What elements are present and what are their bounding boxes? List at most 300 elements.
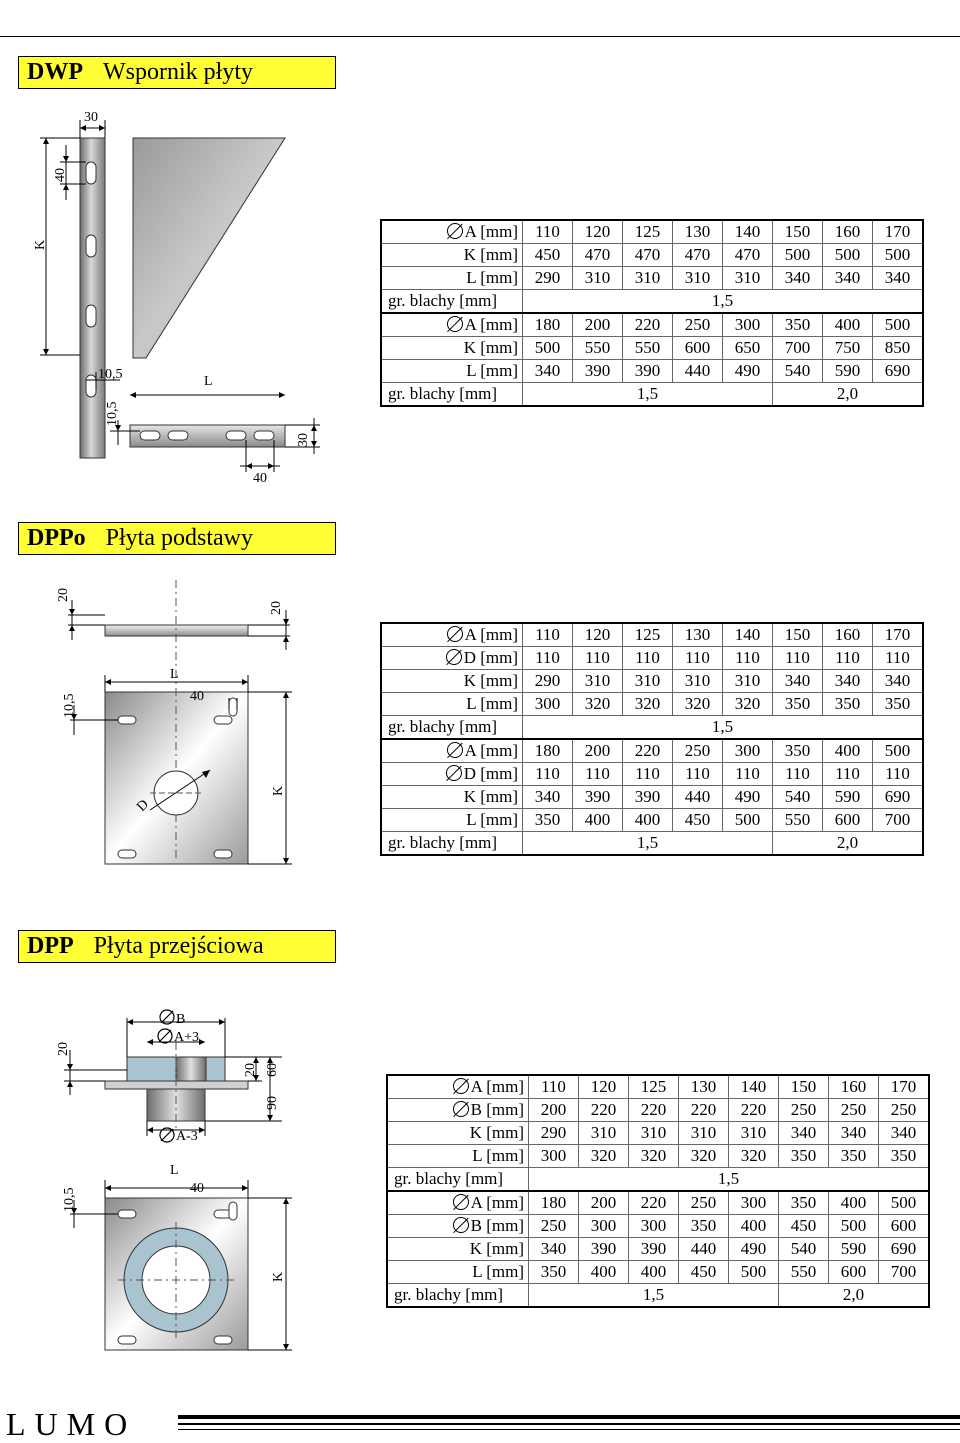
spec-cell: 470 — [723, 244, 773, 267]
spec-cell: 390 — [573, 786, 623, 809]
spec-cell: 440 — [673, 786, 723, 809]
spec-cell: 130 — [673, 623, 723, 647]
section-title-dpp — [18, 930, 336, 963]
spec-cell: 470 — [573, 244, 623, 267]
spec-row — [387, 1261, 929, 1284]
diameter-icon — [453, 1101, 469, 1117]
spec-cell: 500 — [873, 739, 924, 763]
spec-cell: 600 — [673, 337, 723, 360]
spec-row — [381, 337, 923, 360]
dpp-spec-table — [386, 1074, 930, 1308]
spec-cell: 320 — [579, 1145, 629, 1168]
spec-cell: 170 — [879, 1075, 930, 1099]
spec-cell: 350 — [779, 1145, 829, 1168]
spec-row-label: B [mm] — [387, 1215, 529, 1238]
spec-row-label: L [mm] — [381, 360, 523, 383]
spec-cell: 200 — [573, 739, 623, 763]
spec-cell: 300 — [523, 693, 573, 716]
section-code: DPP — [27, 933, 74, 959]
spec-cell: 140 — [723, 220, 773, 244]
spec-cell: 300 — [723, 313, 773, 337]
spec-cell: 120 — [573, 220, 623, 244]
spec-row — [381, 623, 923, 647]
spec-cell: 310 — [673, 267, 723, 290]
top-rule — [0, 36, 960, 37]
spec-cell: 125 — [623, 623, 673, 647]
spec-row-label: A [mm] — [381, 313, 523, 337]
dim-30-top: 30 — [84, 110, 98, 125]
spec-cell: 550 — [623, 337, 673, 360]
spec-cell: 250 — [879, 1099, 930, 1122]
thickness-value: 1,5 — [523, 832, 773, 856]
spec-cell: 500 — [823, 244, 873, 267]
spec-row-label: A [mm] — [381, 623, 523, 647]
spec-row-label: L [mm] — [381, 693, 523, 716]
thickness-label: gr. blachy [mm] — [387, 1284, 529, 1308]
spec-row-thickness — [381, 290, 923, 314]
section-title-dppo — [18, 522, 336, 555]
dim-30-right: 30 — [296, 433, 311, 447]
thickness-value: 1,5 — [523, 716, 924, 740]
diameter-icon — [447, 223, 463, 239]
thickness-value: 2,0 — [773, 832, 924, 856]
spec-cell: 300 — [529, 1145, 579, 1168]
spec-cell: 150 — [779, 1075, 829, 1099]
dim-10-5: 10,5 — [62, 693, 77, 718]
spec-cell: 220 — [623, 313, 673, 337]
spec-row-label: K [mm] — [387, 1122, 529, 1145]
spec-row-thickness — [381, 832, 923, 856]
spec-cell: 400 — [823, 313, 873, 337]
dpp-collar-top — [176, 1057, 206, 1081]
spec-row-label: K [mm] — [381, 786, 523, 809]
spec-cell: 310 — [573, 670, 623, 693]
spec-cell: 200 — [573, 313, 623, 337]
spec-cell: 110 — [723, 647, 773, 670]
thickness-value: 2,0 — [779, 1284, 930, 1308]
spec-cell: 590 — [829, 1238, 879, 1261]
spec-cell: 320 — [673, 693, 723, 716]
spec-cell: 500 — [873, 313, 924, 337]
dim-d: D — [134, 797, 152, 815]
spec-cell: 160 — [823, 623, 873, 647]
spec-cell: 110 — [673, 647, 723, 670]
spec-cell: 180 — [529, 1191, 579, 1215]
spec-cell: 540 — [779, 1238, 829, 1261]
spec-cell: 250 — [779, 1099, 829, 1122]
spec-row — [387, 1238, 929, 1261]
spec-cell: 350 — [823, 693, 873, 716]
spec-row-label: D [mm] — [381, 647, 523, 670]
spec-cell: 700 — [773, 337, 823, 360]
section-name: Płyta przejściowa — [93, 933, 264, 959]
spec-cell: 500 — [773, 244, 823, 267]
spec-cell: 200 — [529, 1099, 579, 1122]
dim-40: 40 — [190, 689, 204, 704]
section-name: Wspornik płyty — [103, 59, 253, 85]
spec-row — [387, 1215, 929, 1238]
spec-cell: 110 — [873, 763, 924, 786]
spec-cell: 340 — [773, 267, 823, 290]
dppo-spec-table — [380, 622, 924, 856]
spec-cell: 310 — [673, 670, 723, 693]
spec-cell: 400 — [629, 1261, 679, 1284]
spec-cell: 310 — [573, 267, 623, 290]
spec-cell: 340 — [879, 1122, 930, 1145]
dim-20-right: 20 — [243, 1063, 258, 1077]
spec-cell: 180 — [523, 739, 573, 763]
spec-cell: 490 — [723, 786, 773, 809]
spec-row — [381, 220, 923, 244]
spec-row-label: D [mm] — [381, 763, 523, 786]
spec-cell: 470 — [673, 244, 723, 267]
spec-cell: 220 — [729, 1099, 779, 1122]
spec-cell: 160 — [823, 220, 873, 244]
spec-cell: 125 — [629, 1075, 679, 1099]
spec-cell: 300 — [723, 739, 773, 763]
diameter-icon — [446, 649, 462, 665]
lumo-logo: LUMO — [6, 1406, 137, 1442]
spec-cell: 600 — [823, 809, 873, 832]
section-code: DWP — [27, 59, 83, 85]
dim-a-minus-3: A-3 — [176, 1129, 198, 1144]
spec-row-label: A [mm] — [387, 1191, 529, 1215]
spec-cell: 220 — [679, 1099, 729, 1122]
spec-cell: 350 — [773, 739, 823, 763]
spec-row — [387, 1122, 929, 1145]
spec-cell: 110 — [623, 647, 673, 670]
spec-cell: 500 — [523, 337, 573, 360]
spec-cell: 340 — [873, 670, 924, 693]
spec-cell: 500 — [873, 244, 924, 267]
spec-cell: 340 — [773, 670, 823, 693]
spec-cell: 290 — [523, 670, 573, 693]
spec-row — [387, 1191, 929, 1215]
thickness-label: gr. blachy [mm] — [381, 832, 523, 856]
diameter-icon — [453, 1194, 469, 1210]
spec-cell: 310 — [679, 1122, 729, 1145]
diameter-icon — [453, 1217, 469, 1233]
spec-cell: 340 — [523, 360, 573, 383]
spec-row-thickness — [387, 1284, 929, 1308]
spec-cell: 500 — [723, 809, 773, 832]
spec-row-label: A [mm] — [387, 1075, 529, 1099]
spec-cell: 500 — [729, 1261, 779, 1284]
dim-k: K — [33, 239, 48, 250]
spec-row-label: L [mm] — [381, 267, 523, 290]
spec-cell: 500 — [829, 1215, 879, 1238]
spec-cell: 110 — [623, 763, 673, 786]
thickness-label: gr. blachy [mm] — [387, 1168, 529, 1192]
spec-cell: 390 — [623, 360, 673, 383]
dim-20-left: 20 — [56, 588, 71, 602]
dwp-spec-table — [380, 219, 924, 407]
spec-cell: 110 — [523, 220, 573, 244]
dim-10-5-bottom: 10,5 — [105, 401, 120, 426]
dim-20-right: 20 — [269, 601, 284, 615]
spec-cell: 300 — [729, 1191, 779, 1215]
spec-cell: 110 — [773, 763, 823, 786]
spec-cell: 690 — [879, 1238, 930, 1261]
thickness-value: 1,5 — [529, 1284, 779, 1308]
spec-cell: 220 — [579, 1099, 629, 1122]
spec-cell: 290 — [523, 267, 573, 290]
spec-row-label: A [mm] — [381, 739, 523, 763]
spec-cell: 250 — [529, 1215, 579, 1238]
spec-cell: 350 — [879, 1145, 930, 1168]
spec-cell: 400 — [573, 809, 623, 832]
diameter-icon — [453, 1078, 469, 1094]
spec-cell: 110 — [673, 763, 723, 786]
section-name: Płyta podstawy — [105, 525, 253, 551]
dim-40-left: 40 — [53, 168, 68, 182]
spec-cell: 310 — [729, 1122, 779, 1145]
spec-row — [381, 786, 923, 809]
spec-row-thickness — [381, 383, 923, 407]
spec-row — [381, 739, 923, 763]
footer-rule-thick — [178, 1415, 960, 1419]
spec-cell: 300 — [629, 1215, 679, 1238]
spec-cell: 120 — [579, 1075, 629, 1099]
spec-row — [381, 647, 923, 670]
spec-row — [387, 1145, 929, 1168]
spec-cell: 340 — [873, 267, 924, 290]
spec-cell: 490 — [723, 360, 773, 383]
spec-cell: 320 — [723, 693, 773, 716]
dim-l: L — [170, 1163, 179, 1178]
spec-cell: 110 — [573, 763, 623, 786]
spec-cell: 390 — [579, 1238, 629, 1261]
spec-cell: 150 — [773, 220, 823, 244]
thickness-value: 1,5 — [529, 1168, 930, 1192]
spec-cell: 320 — [629, 1145, 679, 1168]
spec-cell: 250 — [673, 739, 723, 763]
dim-40: 40 — [190, 1181, 204, 1196]
spec-cell: 320 — [573, 693, 623, 716]
diameter-icon — [446, 765, 462, 781]
spec-cell: 110 — [823, 647, 873, 670]
spec-cell: 500 — [879, 1191, 930, 1215]
spec-row — [381, 693, 923, 716]
thickness-value: 1,5 — [523, 383, 773, 407]
spec-cell: 440 — [679, 1238, 729, 1261]
spec-cell: 110 — [523, 647, 573, 670]
spec-cell: 340 — [523, 786, 573, 809]
spec-cell: 750 — [823, 337, 873, 360]
spec-cell: 140 — [729, 1075, 779, 1099]
dim-90: 90 — [265, 1096, 280, 1110]
spec-cell: 850 — [873, 337, 924, 360]
footer-rule-thin — [178, 1429, 960, 1430]
spec-row-thickness — [381, 716, 923, 740]
spec-cell: 250 — [673, 313, 723, 337]
spec-cell: 490 — [729, 1238, 779, 1261]
dppo-drawing — [0, 570, 380, 870]
thickness-value: 2,0 — [773, 383, 924, 407]
spec-cell: 600 — [829, 1261, 879, 1284]
thickness-label: gr. blachy [mm] — [381, 383, 523, 407]
spec-row-thickness — [387, 1168, 929, 1192]
spec-row — [381, 244, 923, 267]
spec-cell: 350 — [773, 693, 823, 716]
spec-cell: 290 — [529, 1122, 579, 1145]
spec-cell: 400 — [729, 1215, 779, 1238]
dim-b: B — [176, 1012, 186, 1027]
spec-cell: 130 — [673, 220, 723, 244]
spec-cell: 150 — [773, 623, 823, 647]
dwp-vertical-flange — [80, 138, 105, 458]
spec-row — [381, 313, 923, 337]
spec-cell: 540 — [773, 360, 823, 383]
spec-row — [381, 670, 923, 693]
spec-row — [381, 267, 923, 290]
dwp-drawing — [0, 100, 380, 490]
spec-cell: 390 — [623, 786, 673, 809]
spec-cell: 300 — [579, 1215, 629, 1238]
spec-cell: 690 — [873, 360, 924, 383]
dim-60: 60 — [265, 1063, 280, 1077]
spec-cell: 350 — [523, 809, 573, 832]
spec-cell: 310 — [723, 670, 773, 693]
spec-row — [387, 1099, 929, 1122]
spec-cell: 110 — [873, 647, 924, 670]
spec-cell: 310 — [623, 267, 673, 290]
spec-cell: 220 — [623, 739, 673, 763]
spec-cell: 590 — [823, 360, 873, 383]
spec-cell: 550 — [773, 809, 823, 832]
spec-cell: 250 — [679, 1191, 729, 1215]
section-code: DPPo — [27, 525, 86, 551]
spec-row — [381, 763, 923, 786]
spec-cell: 320 — [623, 693, 673, 716]
dim-a-plus-3: A+3 — [174, 1030, 200, 1045]
spec-cell: 350 — [873, 693, 924, 716]
spec-row-label: B [mm] — [387, 1099, 529, 1122]
spec-row-label: K [mm] — [387, 1238, 529, 1261]
thickness-label: gr. blachy [mm] — [381, 716, 523, 740]
spec-row — [387, 1075, 929, 1099]
dim-k: K — [271, 785, 286, 796]
thickness-value: 1,5 — [523, 290, 924, 314]
spec-row-label: A [mm] — [381, 220, 523, 244]
spec-cell: 340 — [823, 670, 873, 693]
dwp-gusset — [133, 138, 285, 358]
spec-cell: 130 — [679, 1075, 729, 1099]
dpp-drawing — [0, 1000, 380, 1360]
dim-l: L — [204, 374, 213, 389]
spec-cell: 140 — [723, 623, 773, 647]
spec-cell: 350 — [773, 313, 823, 337]
spec-cell: 470 — [623, 244, 673, 267]
spec-cell: 540 — [773, 786, 823, 809]
spec-cell: 160 — [829, 1075, 879, 1099]
spec-cell: 220 — [629, 1099, 679, 1122]
spec-cell: 450 — [523, 244, 573, 267]
dim-10-5-left: 10,5 — [98, 367, 123, 382]
spec-row-label: K [mm] — [381, 670, 523, 693]
spec-cell: 350 — [529, 1261, 579, 1284]
spec-cell: 340 — [829, 1122, 879, 1145]
spec-cell: 350 — [829, 1145, 879, 1168]
section-title-dwp — [18, 56, 336, 89]
spec-cell: 690 — [873, 786, 924, 809]
diameter-icon — [447, 316, 463, 332]
spec-cell: 250 — [829, 1099, 879, 1122]
spec-cell: 320 — [679, 1145, 729, 1168]
spec-cell: 590 — [823, 786, 873, 809]
spec-cell: 450 — [673, 809, 723, 832]
spec-cell: 310 — [579, 1122, 629, 1145]
spec-row — [381, 360, 923, 383]
spec-cell: 650 — [723, 337, 773, 360]
spec-cell: 200 — [579, 1191, 629, 1215]
spec-cell: 390 — [573, 360, 623, 383]
diameter-icon — [447, 626, 463, 642]
spec-cell: 340 — [779, 1122, 829, 1145]
dim-20-left: 20 — [56, 1042, 71, 1056]
spec-cell: 440 — [673, 360, 723, 383]
spec-row — [381, 809, 923, 832]
spec-cell: 340 — [823, 267, 873, 290]
spec-cell: 390 — [629, 1238, 679, 1261]
spec-row-label: L [mm] — [387, 1145, 529, 1168]
spec-cell: 110 — [823, 763, 873, 786]
spec-cell: 400 — [829, 1191, 879, 1215]
spec-cell: 110 — [523, 623, 573, 647]
spec-cell: 310 — [623, 670, 673, 693]
spec-cell: 450 — [779, 1215, 829, 1238]
spec-cell: 120 — [573, 623, 623, 647]
spec-cell: 350 — [679, 1215, 729, 1238]
spec-cell: 550 — [779, 1261, 829, 1284]
spec-cell: 170 — [873, 623, 924, 647]
spec-cell: 400 — [823, 739, 873, 763]
footer-rule-mid — [178, 1423, 960, 1425]
spec-cell: 320 — [729, 1145, 779, 1168]
dim-k: K — [271, 1271, 286, 1282]
dim-l: L — [170, 667, 179, 682]
spec-cell: 170 — [873, 220, 924, 244]
spec-cell: 110 — [723, 763, 773, 786]
spec-cell: 550 — [573, 337, 623, 360]
spec-cell: 340 — [529, 1238, 579, 1261]
diameter-icon — [447, 742, 463, 758]
spec-cell: 310 — [629, 1122, 679, 1145]
spec-cell: 350 — [779, 1191, 829, 1215]
spec-cell: 600 — [879, 1215, 930, 1238]
spec-row-label: K [mm] — [381, 244, 523, 267]
spec-cell: 700 — [879, 1261, 930, 1284]
spec-cell: 400 — [623, 809, 673, 832]
spec-cell: 125 — [623, 220, 673, 244]
dim-40-bottom: 40 — [253, 471, 267, 486]
spec-cell: 110 — [773, 647, 823, 670]
spec-row-label: K [mm] — [381, 337, 523, 360]
spec-cell: 450 — [679, 1261, 729, 1284]
spec-cell: 180 — [523, 313, 573, 337]
spec-cell: 110 — [523, 763, 573, 786]
spec-cell: 700 — [873, 809, 924, 832]
spec-cell: 310 — [723, 267, 773, 290]
spec-row-label: L [mm] — [387, 1261, 529, 1284]
dim-10-5: 10,5 — [62, 1187, 77, 1212]
spec-cell: 400 — [579, 1261, 629, 1284]
spec-cell: 110 — [529, 1075, 579, 1099]
spec-cell: 220 — [629, 1191, 679, 1215]
spec-cell: 110 — [573, 647, 623, 670]
spec-row-label: L [mm] — [381, 809, 523, 832]
thickness-label: gr. blachy [mm] — [381, 290, 523, 314]
